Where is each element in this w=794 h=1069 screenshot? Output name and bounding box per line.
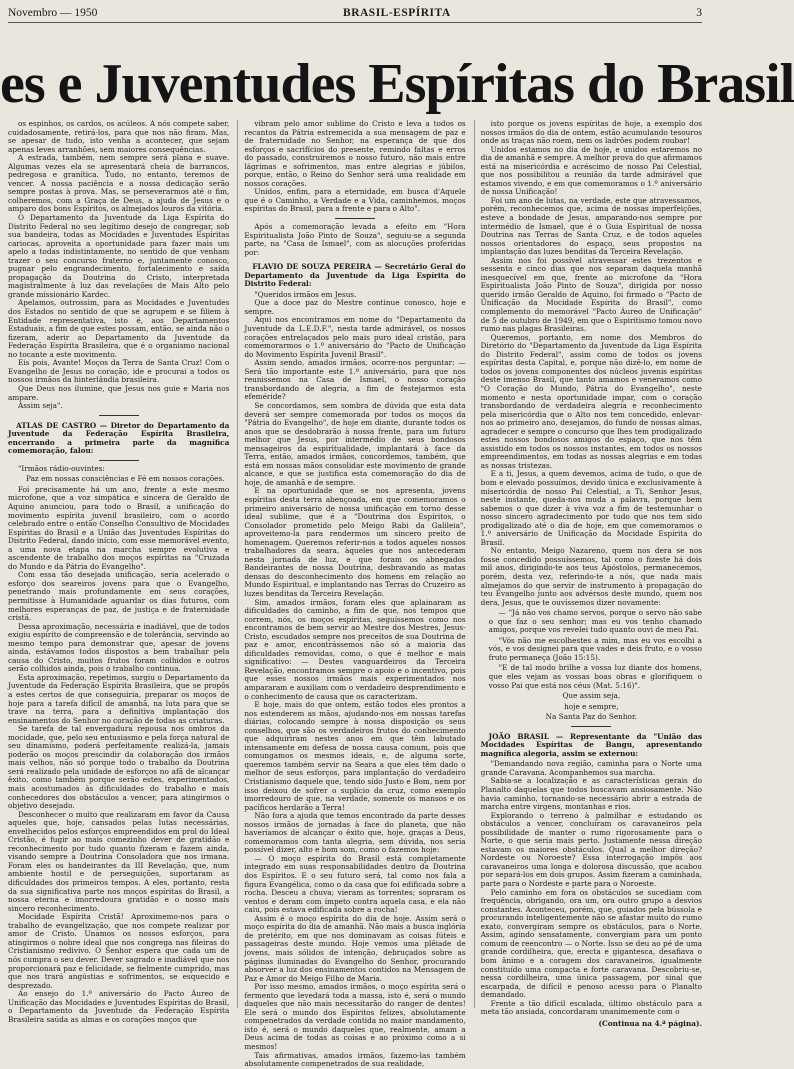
headline: es e Juventudes Espíritas do Brasil: [0, 53, 794, 115]
quote: — "Já não vos chamo servos, porque o servo não sabe o que faz o seu senhor; mas eu vos tenho chamado amigos, porque vos revelei tudo quanto ouvi de meu Pai.: [488, 608, 702, 635]
paragraph: Apelamos, outrossim, para as Mocidades e Juventudes dos Estados no sentido de que se agrupem e se filiem à Entidade representativa, isto é, aos Departamentos Estaduais, a fim de que estes possam, então, se ainda não o fizeram, aderir ao Departamento da Juventude da Federação Espírita Brasileira, que é o organismo nacional no tocante a este movimento.: [8, 298, 230, 359]
paragraph: Se concordamos, sem sombra de dúvida que esta data deverá ser sempre comemorada por todos os moços da "Pátria do Evangelho", de hoje em diante, durante todos os anos que se desdobrarão à nossa frente, para um futuro melhor que Jesus, por intermédio de seus bondosos mensageiros da espiritualidade, implantará à face da Terra, então, amados irmãos, concordemos, também, que está em nossas mãos consolidar este movimento de grande alcance, e que se justifica esta comemoração do dia de hoje, de amanhã e de sempre.: [244, 400, 466, 487]
header-page-number: 3: [696, 7, 702, 19]
paragraph: Sim, amados irmãos, foram eles que aplainaram as dificuldades do caminho, a fim de que, nos tempos que correm, nós, os moços espíritas, seguíssemos como nos encontramos de bem servir ao Mestre dos Mestres, Jesus-Cristo, escudados sempre nos preceitos de sua Doutrina de paz e amor, encontrássemos não só a maioria das dificuldades removidas, como, o que é melhor e mais significativo: — Destes vanguardeiros da Terceira Revelação, encontramos sempre o apoio e o incentivo, pois que esses nossos irmãos mais experimentados nos ampararam e auxiliam com o verdadeiro desprendimento e o conhecimento de causa que os caracterizam.: [244, 597, 466, 701]
paragraph: O Departamento da Juventude da Liga Espírita do Distrito Federal no seu legítimo desejo de congregar, sob sua bandeira, todas as Mocidades e Juventudes Espíritas cariocas, aproveita a oportunidade para fazer mais um apelo a todas indistintamente, no sentido de que venham trazer o seu concurso fraterno e, juntamente conosco, pugnar pelo engrandecimento, fortalecimento e saída propagação da Doutrina do Cristo, interpretada magistralmente à luz das revelações de Mais Alto pelo grande missionário Kardec.: [8, 213, 230, 299]
paragraph: E na oportunidade que se nos apresenta, jovens espíritas desta terra abençoada, em que comemoramos o primeiro aniversário de nossa unificação em torno desse ideal sublime, que é a "Doutrina dos Espíritos, o Consolador prometido pelo Meigo Rabi da Galileia", aproveitemo-la para rendermos um sincero preito de homenagem. Queremos referir-nos a todos aqueles nossos trabalhadores da seara, àqueles que nos antecederam nesta jornada de luz, e que foram os abnegados Bandeirantes de nossa Doutrina, desbravando as matas densas do desconhecimento dos homens em relação ao Mundo Espiritual, e implantando nas Terras do Cruzeiro as luzes benditas da Terceira Revelação.: [244, 486, 466, 598]
running-header: [8, 4, 702, 23]
paragraph: Após a comemoração levada a efeito em "Hora Espiritualista João Pinto de Souza", seguiu-se a segunda parte, na "Casa de Ismael", com as alocuções proferidas por:: [244, 222, 466, 257]
section-divider: [571, 726, 611, 727]
paragraph: No entanto, Meigo Nazareno, quem nos dera se nos fosse concedido possuíssemos, tal como o fizeste há dois mil anos, dirigindo-te aos teus Apóstolos, permanecemos, porém, desta vez, referindo-te a nós, que nada mais almejamos do que servir de instrumento à propagação do teu Evangelho junto aos advérsos deste mundo, quem nos dera, Jesus, que te ouvíssemos dizer novamente:: [480, 546, 702, 607]
paragraph: Pelo caminho em fora os obstáculos se sucediam com frequência, obrigando, ora um, ora outro grupo a desvios constantes. Aconteceu, porém, que, guiados pela bússola e procurando inteligentemente não se afastar muito do rumo exato, convergiram sempre os obstáculos, para o Norte. Assim, agindo sensatamente, convergiam para um ponto comum de reencontro — o Norte. Isso se deu ao pé de uma grande cordilheira, que, erecta e gigantesca, desafiava o bom ânimo e a coragem dos caravaneiros, igualmente constituído uma compacta e forte caravana. Descobriu-se, nessa cordilheira, uma única passagem, por sinal que escarpada, de difícil e penoso acesso para o Planalto demandado.: [480, 887, 702, 1000]
paragraph: Com essa tão desejada unificação, seria acelerado o esforço dos seareiros jovens para que o Evangelho, penetrando mais profundamente em seus corações, permitisse à Humanidade aguardar os dias futuros, com melhores esperanças de paz, de justiça e de fraternidade cristã.: [8, 570, 230, 623]
closing-line: hoje e sempre,: [564, 701, 619, 711]
speaker-heading: ATLAS DE CASTRO — Diretor do Departamento da Juventude da Federação Espírita Brasileira, encerrando a primeira parte da magnífica comemoração, falou:: [8, 420, 230, 456]
paragraph: os espinhos, os cardos, os acúleos. A nós compete saber, cuidadosamente, retirá-los, para que nos não firam. Mas, se apesar de tudo, isto venha a acontecer, que sejam apenas leves arranhões, sem maiores consequências.: [8, 119, 230, 154]
paragraph: Unidos, enfim, para a eternidade, em busca d'Aquele que é o Caminho, a Verdade e a Vida, caminhemos, moços espíritas do Brasil, para a frente e para o Alto".: [244, 187, 466, 214]
paragraph: Foi um ano de lutas, na verdade, este que atravessamos, porém, reconhecemos que, acima de nossas imperfeições, esteve a bondade de Jesus, amparando-nos sempre por intermédio de Ismael, que é o Guia Espiritual de nossa Doutrina nas Terras de Santa Cruz, e de todos aqueles nossos orientadores do espaço, seus propostos na implantação das luzes benditas da Terceira Revelação.: [480, 195, 702, 257]
column-1: [8, 119, 230, 1024]
section-divider: [99, 415, 139, 416]
quote: Paz em nossas consciências e Fé em nossos corações.: [26, 474, 225, 484]
speaker-heading: JOÃO BRASIL — Representante da "União das Mocidades Espíritas de Bangu, apresentando magnífica alegoria, assim se externou:: [480, 731, 702, 758]
paragraph: Se tarefa de tal envergadura repousa nos ombros da mocidade, que, pelo seu entusiasmo e pela força natural de seu dinamismo, poderá perfeitamente realizá-la, jamais poderão os moços prescindir da colaboração dos irmãos mais velhos, não só porque todo o trabalho da Doutrina será realizado pela unidade de esforços no afã de alcançar êxito, como também porque serão estes, experimentados, mais acostumados às dificuldades do trabalho e mais conhecedores dos obstáculos a vencer, para atingirmos o objetivo desejado.: [8, 724, 230, 811]
paragraph: Por isso mesmo, amados irmãos, o moço espírita será o fermento que levedará toda a massa, isto é, será o mundo daqueles que não mais necessitarão do ranger de dentes! Ele será o mundo dos Espíritos felizes, absolutamente compenetrados da verdade contida no maior mandamento, isto é, será o mundo daqueles que, realmente, amam a Deus acima de todas as coisas e ao próximo como a si mesmos!: [244, 982, 466, 1051]
paragraph: Ao ensejo do 1.º aniversário do Pacto Áureo de Unificação das Mocidades e Juventudes Espíritas do Brasil, o Departamento da Juventude da Federação Espírita Brasileira saúda as almas e os corações moços que: [8, 989, 230, 1024]
paragraph: Desconhecer o muito que realizaram em favor da Causa aqueles que, hoje, cansados pelas lutas necessárias, envelhecidos pelos esforços empreendidos em prol do Ideal Cristão, é fugir ao mais comezinho dever de gratidão e reconhecimento por tudo quanto fizeram e fazem ainda, visando sempre a Doutrina Consoladora que nos irmana. Foram eles os bandeirantes da III Revelação, que, num ambiente hostil e de perseguições, suportaram as dificuldades dos primeiros tempos. A eles, portanto, resta da sua significativa parte nos moços espíritas do Brasil, a nossa eterna e imorredoura gratidão e o nosso mais sincero reconhecimento.: [8, 809, 230, 913]
paragraph: E a ti, Jesus, a quem devemos, acima de tudo, o que de bom e elevado possuímos, devido única e exclusivamente à misericórdia de nosso Pai Celestial, a Ti, Senhor Jesus, neste instante, queda-nos muda a palavra, porque bem sabemos o que dizer à viva voz a fim de testemunhar o nosso sincero agradecimento por tudo que nos tem sido prodigalizado até o dia de hoje, em que comemoramos o 1.º aniversário de Unificação da Mocidade Espírita do Brasil.: [480, 469, 702, 547]
section-divider: [99, 460, 139, 461]
column-3: [474, 119, 702, 1028]
paragraph: — O moço espírita do Brasil está completamente integrado em suas responsabilidades dentro da Doutrina dos Espíritos. E o seu futuro será, tal como nos fala a figura Evangélica, como o da casa que foi edificada sobre a rocha. Desceu a chuva; vieram as torrentes; sopraram os ventos e deram com ímpeto contra aquela casa, e ela não caiu, pois estava edificada sobre a rocha!: [244, 853, 466, 915]
paragraph: Eis pois, Avante! Moços da Terra de Santa Cruz! Com o Evangelho de Jesus no coração, ide e procurai a todos os nossos irmãos da hinterlândia brasileira.: [8, 358, 230, 385]
continuation-note: (Continua na 4.ª página).: [598, 1018, 702, 1028]
column-2: [237, 119, 466, 1069]
paragraph: Queremos, portanto, em nome dos Membros do Diretório do "Departamento da Juventude da Liga Espírita do Distrito Federal", assim como de todos os jovens espíritas desta Capital, e, porque não dizê-lo, em nome de todos os jovens componentes dos núcleos juvenis espíritas deste imenso Brasil, que tanto amamos e veneramos como "O Coração do Mundo, Pátria do Evangelho", neste momento e nesta oportunidade impar, com o coração transbordando de verdadeira alegria e reconhecimento pela misericórdia que o Alto nos tem concedido, enlevar-nos ao primeiro ano, desejamos, do fundo de nossas almas, agradecer e sempre o concurso que lhes tem prodigalizado estes nossos bondosos amigos do espaço, que nos têm assistido em todos os nossos instantes, em todos os nossos empreendimentos, em todas as nossas alegrias e em todas as nossas tristezas.: [480, 332, 702, 470]
article-columns: [8, 119, 702, 1069]
quote: "E de tal modo brilhe a vossa luz diante dos homens, que eles vejam as vossas boas obras e glorifiquem o vosso Pai que está nos céus (Mat. 5:16)".: [488, 663, 702, 690]
speaker-heading: FLAVIO DE SOUZA PEREIRA — Secretário Geral do Departamento da Juventude da Liga Espírita do Distrito Federal:: [244, 262, 466, 289]
paragraph: Tais afirmativas, amados irmãos, fazemo-las também absolutamente compenetrados de sua realidade,: [244, 1050, 466, 1069]
paragraph: Frente a tão difícil escalada, último obstáculo para a meta tão ansiada, concordaram unanimemente com o: [480, 998, 702, 1017]
paragraph: Assim sendo, amados irmãos, ocorre-nos perguntar: — Será tão importante este 1.º aniversário, para que nos reunissemos na Casa de Ismael, o nosso coração transbordando de alegria, a fim de festejarmos esta efeméride?: [244, 358, 466, 402]
paragraph: Esta aproximação, repetimos, surgiu o Departamento da Juventude da Federação Espírita Brasileira, que se propôs a estes certos de que conseguiria, preparar os moços de hoje para a tarefa difícil de amanhã, na luta para que se trave na terra, para a definitiva implantação dos ensinamentos do Senhor no coração de todas as criaturas.: [8, 672, 230, 725]
paragraph: Não fora a ajuda que temos encontrado da parte desses nossos irmãos de jornadas à face do planeta, que não haveríamos de alcançar o êxito que, hoje, graças a Deus, comemoramos com tanta alegria, sem dúvida, nos seria possível dizer, alto e bom som, como o fazemos hoje:: [244, 811, 466, 855]
paragraph: Sabia-se a localização e as características gerais do Planalto daquelas que todos buscavam ansiosamente. Não havia caminho, tornando-se necessário abrir a estrada de marcha entre virgens, montanhas e rios.: [480, 776, 702, 812]
paragraph: Dessa aproximação, necessária e inadiável, que de todos exigiu espírito de compreensão e de tolerância, servindo ao mesmo tempo para demonstrar que, apesar de jovens ainda, estávamos todos dispostos a bem trabalhar pela causa do Cristo, muitos frutos foram colhidos e outros serão colhidos ainda, pois o trabalho continua.: [8, 621, 230, 674]
paragraph: "Irmãos rádio-ouvintes:: [18, 463, 105, 473]
paragraph: Assim nos foi possível atravessar estes trezentos e sessenta e cinco dias que nos separam daquela manhã inesquecível em que, frente ao microfone da "Hora Espiritualista João Pinto de Souza", dirigida por nosso querido irmão Geraldo de Aquino, foi firmado o "Pacto de Unificação da Mocidade Espírita do Brasil", como complemento do memorável "Pacto Áureo de Unificação" de 5 de outubro de 1949, em que o Espiritismo tomou novo rumo nas plagas Brasileiras.: [480, 255, 702, 334]
paragraph: Foi precisamente há um ano, frente a este mesmo microfone, que a voz simpática e sincera de Geraldo de Aquino anunciou, para todo o Brasil, a unificação do movimento espírita juvenil brasileiro, com o acordo celebrado entre o então Conselho Consultivo de Mocidades Espíritas do Brasil e a União das Juventudes Espíritas do Distrito Federal, dando início, com esse memorável evento, a uma nova etapa na marcha sempre evolutiva e ascendente de trabalho dos moços espíritas na "Cruzada do Mundo e da Pátria do Evangelho".: [8, 484, 230, 571]
paragraph: Explorando o terreno à palmilhar e estudando os obstáculos a vencer, concluíram os caravaneiros pela possibilidade de manter o rumo rigorosamente para o Norte, o que seria mais perto. Justamente nessa direção estavam os maiores obstáculos. Qual a melhor direção? Nordeste ou Noroeste? Essa interrogação impôs aos caravaneiros uma longa e dolorosa discussão, que acabou por separá-los em dois grupos. Assim fizeram a caminhada, parte para o Nordeste e parte para o Noroeste.: [480, 810, 702, 889]
paragraph: Unidos estamos no dia de hoje, e unidos estaremos no dia de amanhã e sempre. A melhor prova do que afirmamos está na misericórdia e acréscimo de nosso Pai Celestial, que nos possibilitou a reunião da tarde admirável que estamos vivendo, e em que comemoramos o 1.º aniversário de nossa Unificação!: [480, 144, 702, 197]
paragraph: E hoje, mais do que ontem, estão todos eles prontos a nos estenderem as mãos, ajudando-nos em nossas tarefas diárias, colocando sempre à nossa disposição os seus conselhos, que são os verdadeiros frutos do conhecimento que adquiriram nestes anos em que têm labutado intensamente em defesa de nossa causa comum, pois que comungamos os mesmos ideais, e, de alguma sorte, queremos também servir na Seara a que eles têm dado o melhor de seus esforços, para implantação do verdadeiro Cristianismo daquele que, tendo sido Justo e Bom, nem por isso deixou de sofrer o suplício da cruz, como exemplo imorredouro de que, na verdade, somente os mansos e os pacíficos herdarão a Terra!: [244, 700, 466, 812]
header-date: Novembro — 1950: [8, 7, 98, 19]
quote: "Vós não me escolhestes a mim, mas eu vos escolhi a vós, e vos designei para que vades e deis fruto, e o vosso fruto permaneça (João 15:15).: [488, 635, 702, 662]
paragraph: Aqui nos encontramos em nome do "Departamento da Juventude da L.E.D.F.", nesta tarde admirável, os nossos corações entrelaçados pelo mais puro ideal cristão, para comemorarmos o 1.º aniversário do "Pacto de Unificação do Movimento Espírita Juvenil Brasil".: [244, 315, 466, 359]
paragraph: Mocidade Espírita Cristã! Aproximemo-nos para o trabalho de evangelização, que nos compete realizar por amor de Cristo. Unamos os nossos esforços, para atingirmos o nobre ideal que nos congrega nas fileiras do Cristianismo redivivo. O Senhor espera que cada um de nós cumpra o seu dever. Dever sagrado e inadiável que nos proporcionará paz e felicidade, se fielmente cumprido, mas que nos trará angústias e sofrimentos, se esquecido e desprezado.: [8, 912, 230, 990]
closing-line: Na Santa Paz do Senhor.: [545, 712, 637, 722]
paragraph: Que a doce paz do Mestre continue conosco, hoje e sempre.: [244, 298, 466, 316]
paragraph: Assim seja".: [18, 401, 63, 411]
section-divider: [335, 218, 375, 219]
paragraph: "Demandando nova região, caminha para o Norte uma grande Caravana. Acompanhemos sua marcha.: [480, 759, 702, 777]
header-publication: BRASIL-ESPÍRITA: [343, 7, 451, 19]
closing-line: Que assim seja,: [562, 691, 621, 701]
paragraph: Que Deus nos ilumine, que Jesus nos guie e Maria nos ampare.: [8, 383, 230, 402]
paragraph: Assim é o moço espírita do dia de hoje. Assim será o moço espírita do dia de amanhã. Não mais a busca inglória de pretérito, em que nos dominavam as coisas fúteis e passageiras deste mundo. Hoje vemos uma plêiade de jovens, mais sólidos de intenção, debruçados sobre as páginas iluminadas do Evangelho do Senhor, procurando absorver a luz dos ensinamentos contidos na Mensagem de Paz e Amor do Meigo Filho de Maria.: [244, 913, 466, 983]
paragraph: vibram pelo amor sublime do Cristo e leva a todos os recantos da Pátria estremecida a sua mensagem de paz e de fraternidade no Senhor, na esperança de que dos esforços e sacrifícios do presente, remindo faltas e erros do passado, construiremos o nosso futuro, não mais entre lágrimas e sofrimentos, mas entre alegrias e júbilos, porque, então, o Reino do Senhor será uma realidade em nossos corações.: [244, 119, 466, 188]
paragraph: "Queridos irmãos em Jesus.: [254, 289, 357, 299]
paragraph: isto porque os jovens espíritas de hoje, a exemplo dos nossos irmãos do dia de ontem, estão acumulando tesouros onde as traças não roem, nem os ladrões podem roubar!: [480, 119, 702, 146]
paragraph: A estrada, também, nem sempre será plana e suave. Algumas vezes ela se apresentará cheia de barrancos, pedregosa e granítica. Tudo, no entanto, teremos de vencer. A nossa paciência e a nossa dedicação serão sempre postas à prova. Mas, se perseverarmos até o fim, colheremos, com a Graça de Deus, a ajuda de Jesus e o amparo dos bons Espíritos, os almejados louros da vitória.: [8, 153, 230, 214]
